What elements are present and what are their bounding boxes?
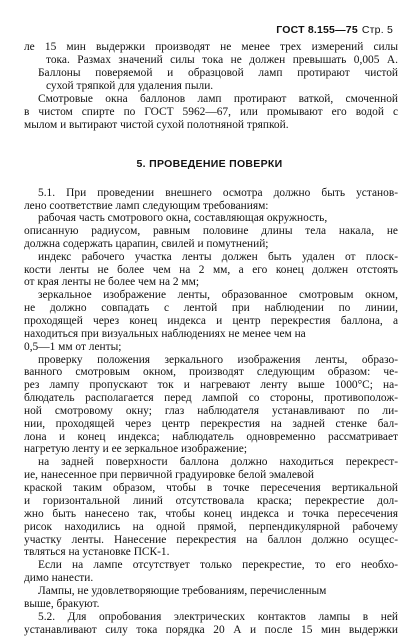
text-line: кости ленты не более чем на 2 мм, а его конец должен отстоять — [24, 264, 398, 276]
text-line: выше, бракуют. — [24, 598, 100, 610]
text-line: зеркальное изображение ленты, образованное смотровым окном, — [38, 289, 398, 301]
text-line: лона и конец индекса; наблюдатель одновременно рассматривает — [24, 431, 398, 443]
text-line: в чистом спирте по ГОСТ 5962—67, или промывают его водой с — [24, 106, 398, 118]
text-line: твляться на установке ПСК-1. — [24, 546, 170, 558]
text-line: ле 15 мин выдержки производят не менее трех измерений силы — [24, 41, 398, 53]
text-line: мылом и вытирают чистой сухой полотняной тряпкой. — [24, 119, 289, 131]
text-line: проверку положения зеркального изображения ленты, образо- — [38, 354, 398, 366]
text-line: не должно совпадать с лентой при наблюдении по линии, — [24, 302, 398, 314]
text-line: лено соответствие ламп следующим требованиям: — [24, 200, 269, 212]
text-line: ие, нанесенное при первичной градуировке белой эмалевой — [24, 469, 314, 481]
text-line: 0,5—1 мм от ленты; — [24, 341, 122, 353]
text-line: Баллоны поверяемой и образцовой ламп протирают чистой — [38, 67, 398, 79]
text-line: жно быть нанесено так, чтобы конец индекса и точка пересечения — [24, 508, 398, 520]
page-number: Стр. 5 — [361, 24, 393, 36]
text-line: ванного смотровым окном, производят следующим образом: че- — [24, 366, 398, 378]
standard-number: ГОСТ 8.155—75 — [276, 24, 358, 36]
text-line: 5.2. Для опробования электрических контактов лампы в ней — [38, 611, 398, 623]
text-line: находиться при визуальных наблюдениях не менее чем на — [24, 328, 306, 340]
text-line: ной смотровому окну; глаз наблюдателя устанавливают по ли- — [24, 405, 398, 417]
text-line: нагретую ленту и ее зеркальное изображение; — [24, 443, 248, 455]
page-header — [276, 24, 393, 36]
section-heading: 5. ПРОВЕДЕНИЕ ПОВЕРКИ — [136, 158, 283, 170]
text-line: Если на лампе отсутствует только перекрестие, то его необхо- — [38, 559, 398, 571]
text-line: сухой тряпкой для удаления пыли. — [46, 80, 214, 92]
text-line: димо нанести. — [24, 572, 94, 584]
text-line: устанавливают силу тока порядка 20 А и после 15 мин выдержки — [24, 624, 398, 636]
text-line: от края ленты не более чем на 2 мм; — [24, 276, 200, 288]
text-line: 5.1. При проведении внешнего осмотра должно быть установ- — [38, 187, 398, 199]
text-line: описанную радиусом, равным половине длины тела накала, не — [24, 225, 398, 237]
text-line: должна содержать царапин, свилей и помутнений; — [24, 238, 269, 250]
text-line: на задней поверхности баллона должно находиться перекрест- — [38, 456, 398, 468]
text-line: блюдатель располагается перед лампой со стороны, противополож- — [24, 392, 398, 404]
text-line: рисок находились на одной прямой, перпендикулярной рабочему — [24, 521, 398, 533]
text-line: участку ленты. Нанесение перекрестия на баллон должно осущес- — [24, 534, 398, 546]
text-line: краской таким образом, чтобы в точке пересечения вертикальной — [24, 482, 398, 494]
text-line: индекс рабочего участка ленты должен быть удален от плоск- — [38, 251, 398, 263]
text-line: нии, проходящей через центр перекрестия на задней стенке бал- — [24, 418, 398, 430]
text-line: и горизонтальной линий отсутствовала краска; перекрестие дол- — [24, 495, 398, 507]
text-line: Смотровые окна баллонов ламп протирают ваткой, смоченной — [38, 93, 398, 105]
text-line: проходящей через конец индекса и центр перекрестия баллона, а — [24, 315, 398, 327]
text-line: рабочая часть смотрового окна, составляющая окружность, — [38, 212, 328, 224]
text-line: Лампы, не удовлетворяющие требованиям, перечисленным — [38, 585, 327, 597]
text-line: рез лампу пропускают ток и нагревают ленту выше 1000°С; на- — [24, 379, 398, 391]
text-line: тока. Размах значений силы тока не должен превышать 0,005 А. — [46, 54, 398, 66]
